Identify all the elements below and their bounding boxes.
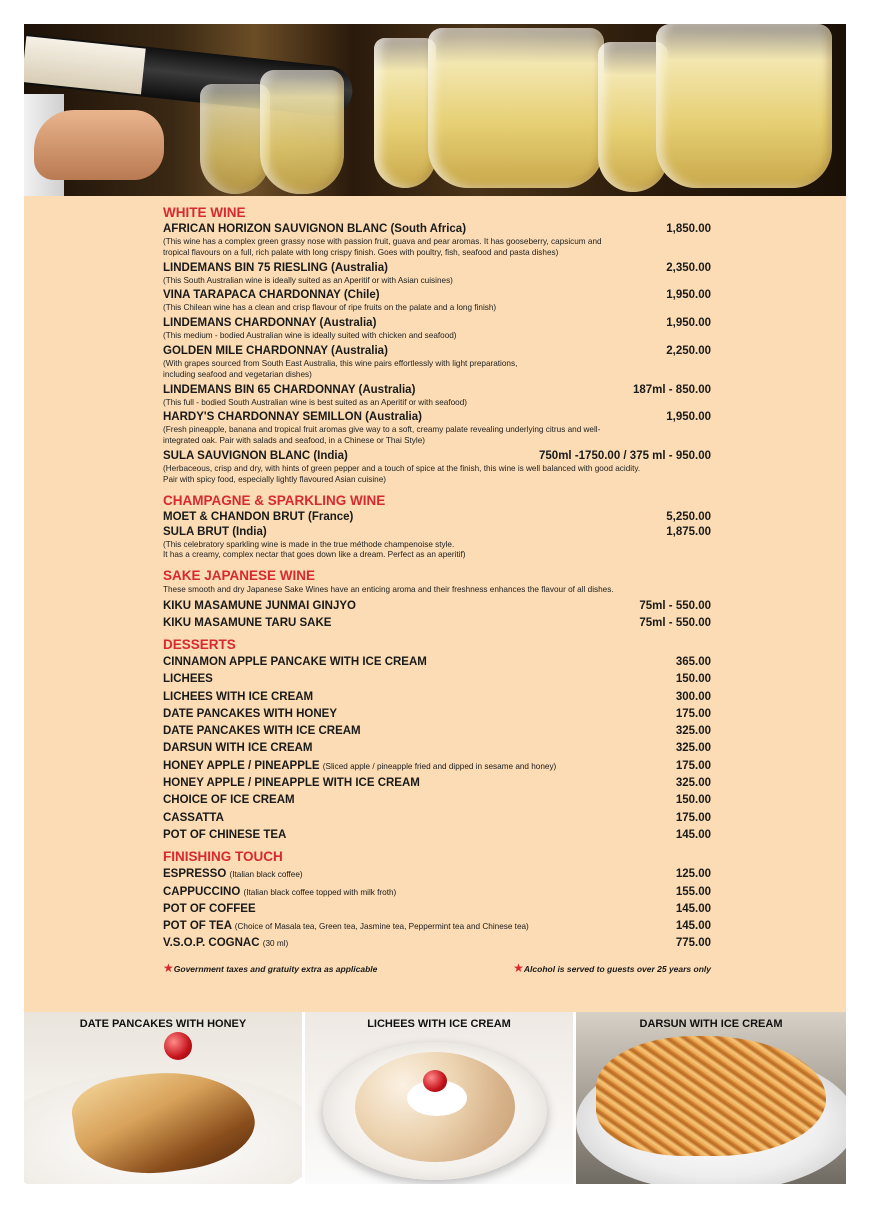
item-name: LINDEMANS BIN 75 RIESLING (Australia) xyxy=(163,261,388,274)
item-name: VINA TARAPACA CHARDONNAY (Chile) xyxy=(163,289,380,302)
section-title-champagne: CHAMPAGNE & SPARKLING WINE xyxy=(163,492,386,508)
footnote-alcohol: Alcohol is served to guests over 25 years only xyxy=(523,963,711,974)
item-price: 75ml - 550.00 xyxy=(639,616,711,629)
menu-item xyxy=(163,918,711,935)
item-name: POT OF CHINESE TEA xyxy=(163,828,287,841)
menu-item xyxy=(163,723,711,740)
item-note: (Sliced apple / pineapple fried and dipped in sesame and honey) xyxy=(322,761,557,771)
item-price: 5,250.00 xyxy=(666,510,711,523)
item-name: DATE PANCAKES WITH HONEY xyxy=(163,707,337,720)
photo-date-pancakes xyxy=(24,1012,302,1184)
item-description: (With grapes sourced from South East Australia, this wine pairs effortlessly with light preparations, xyxy=(163,358,518,368)
menu-item xyxy=(163,810,711,827)
cherry xyxy=(164,1032,192,1060)
section-title-desserts: DESSERTS xyxy=(163,636,236,652)
sake-intro: These smooth and dry Japanese Sake Wines have an enticing aroma and their freshness enhances the flavour of all dishes. xyxy=(163,585,614,595)
item-name: HARDY'S CHARDONNAY SEMILLON (Australia) xyxy=(163,411,422,424)
item-price: 145.00 xyxy=(675,920,711,933)
item-price: 775.00 xyxy=(675,937,711,950)
item-price: 175.00 xyxy=(675,759,711,772)
item-name: LICHEES xyxy=(163,673,213,686)
item-name: ESPRESSO xyxy=(163,868,227,881)
dessert-photos xyxy=(24,1012,846,1184)
item-description: It has a creamy, complex nectar that goes down like a dream. Perfect as an aperitif) xyxy=(163,550,466,560)
item-price: 150.00 xyxy=(675,794,711,807)
menu-item xyxy=(163,901,711,918)
menu-item xyxy=(163,288,711,314)
item-price: 1,850.00 xyxy=(666,223,711,235)
finishing-list xyxy=(163,866,711,952)
item-price: 150.00 xyxy=(675,673,711,686)
item-description: Pair with spicy food, especially lightly flavoured Asian cuisine) xyxy=(163,474,386,484)
menu-item xyxy=(163,689,711,706)
item-description: (This wine has a complex green grassy nose with passion fruit, guava and pear aromas. It has gooseberry, capsicum and xyxy=(163,237,602,246)
item-price: 365.00 xyxy=(675,655,711,668)
item-price: 1,950.00 xyxy=(666,289,711,302)
item-note: (Italian black coffee) xyxy=(229,870,303,880)
item-name: HONEY APPLE / PINEAPPLE WITH ICE CREAM xyxy=(163,777,420,790)
item-name: POT OF COFFEE xyxy=(163,902,256,915)
menu-item xyxy=(163,792,711,809)
star-icon: ★ xyxy=(163,960,174,975)
darsun-noodles xyxy=(596,1036,826,1156)
item-name: KIKU MASAMUNE TARU SAKE xyxy=(163,616,332,629)
section-title-finishing-touch: FINISHING TOUCH xyxy=(163,849,283,865)
item-description: (Herbaceous, crisp and dry, with hints of green pepper and a touch of spice at the finish, this wine is well balanced with good acidity. xyxy=(163,463,641,473)
wine-glass xyxy=(656,24,832,188)
menu-item xyxy=(163,615,711,632)
item-price: 145.00 xyxy=(675,902,711,915)
item-price: 1,950.00 xyxy=(666,317,711,330)
item-description: (This Chilean wine has a clean and crisp flavour of ripe fruits on the palate and a long finish) xyxy=(163,303,497,313)
menu-content xyxy=(163,204,711,975)
item-name: MOET & CHANDON BRUT (France) xyxy=(163,510,354,523)
item-description: (This celebratory sparkling wine is made in the true méthode champenoise style. xyxy=(163,539,455,549)
item-name: CASSATTA xyxy=(163,811,224,824)
item-price: 75ml - 550.00 xyxy=(639,599,711,612)
item-name: DARSUN WITH ICE CREAM xyxy=(163,742,313,755)
menu-item xyxy=(163,827,711,844)
item-name: POT OF TEA xyxy=(163,920,232,933)
item-name: LICHEES WITH ICE CREAM xyxy=(163,690,314,703)
item-price: 175.00 xyxy=(675,811,711,824)
item-name: SULA BRUT (India) xyxy=(163,525,267,538)
menu-item xyxy=(163,884,711,901)
desserts-list xyxy=(163,654,711,844)
menu-item xyxy=(163,525,711,540)
item-note: (30 ml) xyxy=(262,939,289,949)
menu-item xyxy=(163,410,711,447)
menu-item xyxy=(163,866,711,883)
item-name: CAPPUCCINO xyxy=(163,885,241,898)
footnote-taxes: Government taxes and gratuity extra as applicable xyxy=(173,963,378,974)
waiter-hand xyxy=(34,110,164,180)
champagne-list xyxy=(163,510,711,562)
section-title-sake: SAKE JAPANESE WINE xyxy=(163,568,316,584)
item-price: 300.00 xyxy=(675,690,711,703)
item-name: LINDEMANS CHARDONNAY (Australia) xyxy=(163,317,377,330)
menu-item xyxy=(163,654,711,671)
item-name: LINDEMANS BIN 65 CHARDONNAY (Australia) xyxy=(163,383,416,396)
item-price: 1,950.00 xyxy=(666,411,711,424)
wine-glass xyxy=(428,28,604,188)
white-wine-list xyxy=(163,222,711,486)
item-price: 2,250.00 xyxy=(666,344,711,357)
photo-caption: DARSUN WITH ICE CREAM xyxy=(639,1018,783,1030)
item-name: CHOICE OF ICE CREAM xyxy=(163,794,295,807)
item-description: (Fresh pineapple, banana and tropical fruit aromas give way to a soft, creamy palate revealing underlying citrus and well- xyxy=(163,425,601,435)
item-name: GOLDEN MILE CHARDONNAY (Australia) xyxy=(163,344,388,357)
menu-page xyxy=(24,24,846,1184)
menu-item xyxy=(163,449,711,486)
item-description: (This full - bodied South Australian wine is best suited as an Aperitif or with seafood) xyxy=(163,397,468,407)
menu-item xyxy=(163,598,711,615)
section-title-white-wine: WHITE WINE xyxy=(163,205,246,220)
menu-item xyxy=(163,740,711,757)
menu-item xyxy=(163,758,711,775)
item-note: (Italian black coffee topped with milk froth) xyxy=(243,887,397,897)
wine-glass xyxy=(374,38,436,188)
item-price: 187ml - 850.00 xyxy=(632,383,711,396)
item-price: 125.00 xyxy=(675,868,711,881)
item-description: tropical flavours on a full, rich palate with long crispy finish. Goes with poultry, fish, seafood and pasta dishes) xyxy=(163,247,559,257)
menu-item xyxy=(163,383,711,409)
item-name: AFRICAN HORIZON SAUVIGNON BLANC (South Africa) xyxy=(163,223,467,235)
photo-lichees xyxy=(305,1012,573,1184)
photo-caption: DATE PANCAKES WITH HONEY xyxy=(79,1018,247,1030)
menu-item xyxy=(163,935,711,952)
item-name: KIKU MASAMUNE JUNMAI GINJYO xyxy=(163,599,356,612)
item-price: 2,350.00 xyxy=(666,261,711,274)
item-description: (This medium - bodied Australian wine is ideally suited with chicken and seafood) xyxy=(163,331,457,341)
menu-item xyxy=(163,706,711,723)
menu-item xyxy=(163,316,711,342)
item-description: (This South Australian wine is ideally suited as an Aperitif or with Asian cuisines) xyxy=(163,275,453,285)
item-price: 325.00 xyxy=(675,725,711,738)
footnotes xyxy=(163,961,711,975)
item-description: integrated oak. Pair with salads and seafood, in a Chinese or Thai Style) xyxy=(163,436,425,446)
hero-wine-photo xyxy=(24,24,846,196)
wine-glass xyxy=(260,70,344,194)
item-price: 155.00 xyxy=(675,885,711,898)
cherry xyxy=(423,1070,447,1092)
menu-item xyxy=(163,261,711,287)
item-name: DATE PANCAKES WITH ICE CREAM xyxy=(163,725,361,738)
menu-item xyxy=(163,344,711,381)
item-description: including seafood and vegetarian dishes) xyxy=(163,369,312,379)
star-icon: ★ xyxy=(513,960,524,975)
item-name: V.S.O.P. COGNAC xyxy=(163,937,260,950)
item-price: 175.00 xyxy=(675,707,711,720)
photo-darsun xyxy=(576,1012,846,1184)
item-price: 1,875.00 xyxy=(666,525,711,538)
photo-caption: LICHEES WITH ICE CREAM xyxy=(367,1018,511,1030)
item-name: HONEY APPLE / PINEAPPLE xyxy=(163,759,320,772)
item-price: 325.00 xyxy=(675,742,711,755)
menu-item xyxy=(163,775,711,792)
item-price: 750ml -1750.00 / 375 ml - 950.00 xyxy=(539,449,711,462)
item-name: SULA SAUVIGNON BLANC (India) xyxy=(163,449,348,462)
item-price: 325.00 xyxy=(675,777,711,790)
item-note: (Choice of Masala tea, Green tea, Jasmine tea, Peppermint tea and Chinese tea) xyxy=(234,922,529,932)
item-name: CINNAMON APPLE PANCAKE WITH ICE CREAM xyxy=(163,655,427,668)
item-price: 145.00 xyxy=(675,828,711,841)
menu-item xyxy=(163,671,711,688)
menu-item xyxy=(163,222,711,259)
menu-item xyxy=(163,510,711,525)
